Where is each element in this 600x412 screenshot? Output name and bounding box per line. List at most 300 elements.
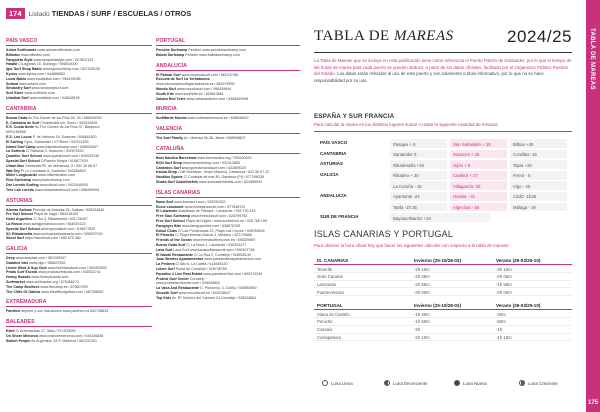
table-cell: Fuerteventura <box>317 289 344 295</box>
table-row <box>314 326 572 334</box>
tide-offset-cell: Bayona-Biarritz +10 <box>390 213 490 222</box>
directory-column-right <box>156 38 300 305</box>
directory-entry <box>156 296 300 301</box>
entry-detail: www.onshoremenorca.com / 644106836 <box>38 334 104 339</box>
table-cell: -1h 58m <box>496 282 512 288</box>
entry-detail: www.bannsurf.com / 928762322 <box>174 199 226 204</box>
entry-detail: deporte y con inclusiones www.pantheo.es 652738833 <box>21 309 109 314</box>
directory-entry <box>6 236 152 241</box>
region-block <box>156 38 300 58</box>
table-cell: -2h 05m <box>496 274 512 280</box>
directory-title: TIENDAS / SURF / ESCUELAS / OTROS <box>51 9 192 18</box>
tide-offset-cell: Vigo - 40 <box>510 181 567 190</box>
entry-name: Kyrios <box>6 71 18 76</box>
entry-name: Friends of the Ocean <box>156 238 192 243</box>
region-heading: VALENCIA <box>156 126 300 134</box>
entry-name: Surfmarket <box>6 280 25 285</box>
directory-entry <box>6 290 152 295</box>
tide-row <box>314 191 572 202</box>
entry-detail: Playa del Inglés / www.surfschool.es / 928 765 199 <box>185 218 267 223</box>
entry-detail: Lava Surf www.lavasurflanzarote.com / 690407768 <box>173 247 255 252</box>
tide-offset-cell: Cádiz -1h25 <box>510 192 567 201</box>
entry-detail: www.quanticrsurf.com / 645029135 <box>42 154 100 159</box>
entry-detail: C/Valdecilla s/n, Somo / 942510626 <box>40 120 98 125</box>
region-block <box>156 126 300 141</box>
tide-offset-cell: Santander 0 <box>390 150 447 159</box>
table-row <box>314 273 572 281</box>
entry-detail: www.urdaibai.com / 946635190 <box>29 95 80 100</box>
section-spain-divider <box>314 131 572 132</box>
legend-label: Luna Llena <box>331 380 353 386</box>
region-heading: MURCIA <box>156 106 300 114</box>
side-tab-label: TABLA DE MAREAS <box>589 28 595 90</box>
entry-detail: Pl Lo Conosado 6, Santoña / 942866522 <box>20 168 86 173</box>
table-header-row <box>314 301 572 310</box>
directory-entry <box>156 116 300 121</box>
spain-tide-table <box>314 138 572 223</box>
entry-name: Famguyer Bite <box>156 223 181 228</box>
region-block <box>6 319 152 343</box>
entry-name: La Rosca <box>6 221 22 226</box>
entry-name: Honey Boards <box>6 275 31 280</box>
entry-name: Pantheo <box>6 309 21 314</box>
tide-row <box>314 212 572 223</box>
region-heading: CATALUÑA <box>156 146 300 154</box>
entry-detail: www.escueladesurflayerbabuena.es / 664279939 <box>156 82 235 87</box>
entry-name: The Surf Family <box>156 136 183 141</box>
entry-detail: C/ Playa Manuel Garcia 3, Médano / 922176666 <box>175 233 253 238</box>
tide-offset-cell: Comillas -15 <box>510 150 567 159</box>
entry-name: Skool Surf <box>6 236 24 241</box>
entry-name: Miller Longboards <box>6 173 38 178</box>
entry-detail: www.dlsurf.com / 9422440093 <box>39 182 88 187</box>
entry-name: Dar Loredo Surfing <box>6 182 39 187</box>
entry-name: Nautilus Sports <box>156 175 183 180</box>
entry-name: Protest Surf Center <box>156 276 189 281</box>
entry-detail: https://skoolsurf.com / 685 675 382 <box>24 236 81 241</box>
entry-name: El Picacho <box>156 233 175 238</box>
tide-region: ASTURIAS <box>320 161 344 167</box>
entry-name: Shaka Surf Castelldefels <box>156 179 198 184</box>
entry-name: Surf Store <box>6 91 24 96</box>
intro-highlight: La Tabla de Mareas que se incluye en esta publicación tiene como referencia el Puerto Patrón de Santander, por lo que el tiempo de las horas de marea para cada puerto se pueden deducir, a partir de los datos oficiales, facilitado por el Organismo Público Puertos del Estado. <box>314 58 572 76</box>
entry-name: Wat Sey <box>6 168 20 173</box>
legend-item <box>454 380 487 386</box>
entry-name: Eskit <box>6 329 15 334</box>
entry-name: Arima Surfboards <box>6 48 37 52</box>
entry-name: Smooth Surf <box>156 290 178 295</box>
entry-detail: www.paradise2live.com / 690370239 <box>203 271 263 276</box>
table-cell: -1h 50m <box>414 319 430 325</box>
table-row <box>314 288 572 296</box>
tide-row <box>314 202 572 213</box>
tide-row <box>314 170 572 181</box>
directory-column-left <box>6 38 152 349</box>
entry-detail: Acantilado de Famara - Lanzarote / 928 730 433 <box>178 209 256 214</box>
entry-name: Kahua Shop <box>156 170 177 175</box>
table-cell: -2h 00m <box>496 289 512 295</box>
entry-name: Paradise 2 Live Real Estate <box>156 271 203 276</box>
table-cell: Peniche <box>317 319 333 325</box>
table-cell: Viana do Castelo <box>317 311 350 317</box>
entry-name: Zahara Red Torre <box>156 96 186 101</box>
tide-offset-cell: Bilbao +20 <box>510 139 567 148</box>
table-header-row <box>314 256 572 265</box>
entry-detail: www.smoothsurf.es / 603228627 <box>178 290 231 295</box>
section-spain-title: ESPAÑA Y SUR FRANCIA <box>314 113 395 120</box>
entry-detail: www.deeplab.com / 981250947 <box>15 256 66 261</box>
tide-row <box>314 180 572 191</box>
entry-name: Kahul Clubs <box>156 228 177 233</box>
entry-detail: Av Río Gamer de los Ríos 48, 39 / 686534034 <box>27 115 102 120</box>
entry-detail: Av Argentina, 45 P. Mallorca / 661331261 <box>31 338 97 343</box>
table-cell: -2h 10m <box>414 335 430 341</box>
entry-detail: Peniche www.penichesurfcamp.com <box>188 48 247 52</box>
entry-detail: www.surfmardemurcia.es / 648846302 <box>187 116 249 121</box>
entry-detail: www.millerdivision.com <box>38 173 76 178</box>
entry-name: Switch People <box>6 338 31 343</box>
table-cell: -1h <box>496 327 503 333</box>
table-header-cell: IS. CANARIAS <box>317 258 349 263</box>
table-row <box>314 318 572 326</box>
legend-item <box>384 380 427 386</box>
tide-offset-cell: Algeciras - 55 <box>450 203 507 212</box>
table-cell: -1h 10m <box>496 335 512 341</box>
entry-name: El Nanali Restaurante <box>156 252 193 257</box>
entry-detail: www.famguyerbite.com / 638678765 <box>181 223 241 228</box>
entry-name: Igor Surf Shop Bakio <box>6 67 42 72</box>
waning-moon-icon <box>384 380 390 386</box>
entry-name: Sindustry Surf <box>6 86 31 91</box>
table-header-cell: Verano (29-03/25-10) <box>496 303 541 309</box>
entry-detail: C. Plancena, 3, Cotillo / 928550690 <box>200 286 257 291</box>
region-heading: EXTREMADURA <box>6 299 152 307</box>
tide-offset-cell: Ferrol - 5 <box>510 171 567 180</box>
table-cell: -50m <box>496 319 506 325</box>
table-cell: -2h 10m <box>414 266 430 272</box>
entry-detail: www.kyrios.com / 944586663 <box>18 71 65 76</box>
directory-entry <box>156 180 300 185</box>
legend-label: Luna Decreciente <box>393 380 428 386</box>
entry-name: Gaddies Vals <box>6 260 29 265</box>
entry-name: Soland <box>6 81 18 86</box>
page-number-right: 175 <box>586 393 600 412</box>
tide-offset-cell: Villagarcía -30 <box>450 181 507 190</box>
tide-offset-cell: Suances + 25 <box>450 150 507 159</box>
entry-name: Peniche Surfcamp <box>156 48 188 52</box>
region-block <box>6 299 152 314</box>
moon-legend <box>314 380 572 390</box>
legend-label: Luna Creciente <box>528 380 558 386</box>
entry-name: E.S. Costa Norte <box>6 125 35 130</box>
entry-detail: Corralejo <box>189 276 205 281</box>
entry-detail: C/ La Rua 2, Corralejo / 928535149 <box>193 252 251 257</box>
tide-region: ANDALUCÍA <box>320 192 347 198</box>
title-divider <box>314 52 572 53</box>
entry-detail: C/ La Nova 1, Lanzarote / 616303477 <box>186 242 247 247</box>
entry-detail: Punta de Corralejo / 928745765 <box>175 266 227 271</box>
entry-name: Urban Box <box>6 163 25 168</box>
page-title <box>314 27 572 51</box>
entry-detail: Peniche www.balealsurfcamp.com <box>185 52 240 57</box>
region-heading: ISLAS CANARIAS <box>156 190 300 198</box>
directory-entry <box>156 136 300 141</box>
title-part-1: TABLA DE <box>314 28 394 44</box>
entry-name: SC Ribadesella <box>6 231 32 236</box>
entry-name: Tree Lab Loredo <box>6 187 34 192</box>
tide-region: CANTABRIA <box>320 150 347 156</box>
region-block <box>6 246 152 294</box>
table-cell: -1h 40m <box>414 311 430 317</box>
region-heading: GALICIA <box>6 246 152 254</box>
side-tab <box>586 0 600 393</box>
entry-name: Baleal Surfcamp <box>156 52 185 57</box>
entry-detail: www.southkite.es / 625610661 <box>174 91 224 96</box>
entry-detail: Oyez, Santander / 1776mm / 942211525 <box>23 139 89 144</box>
directory-entry <box>6 96 152 101</box>
entry-name: Buena Onda <box>6 115 28 120</box>
table-cell: -2h 10m <box>496 266 512 272</box>
entry-detail: www.zaharaedtorre.com / 6356499998 <box>186 96 249 101</box>
title-year: 2024/25 <box>507 27 572 46</box>
region-block <box>156 63 300 102</box>
region-heading: CANTABRIA <box>6 106 152 114</box>
listado-label: Listado <box>28 11 50 18</box>
entry-name: Urdaibai Surf <box>6 95 29 100</box>
entry-detail: www.thecamp.es / 679607997 <box>40 284 89 289</box>
entry-detail: www.localbakio.com / 946193035 <box>27 76 81 81</box>
table-cell: -2h 05m <box>414 274 430 280</box>
region-block <box>6 38 152 101</box>
tide-row <box>314 138 572 149</box>
entry-name: Linelo Wind & Sup Club <box>6 265 47 270</box>
entry-name: Bann Surf <box>156 199 174 204</box>
legend-item <box>519 380 558 386</box>
table-header-cell: Verano (29-03/25-10) <box>496 258 541 263</box>
entry-detail: C/Ramón Megía / 616677629 <box>40 158 88 163</box>
title-part-2: MAREAS <box>393 28 454 44</box>
region-heading: PORTUGAL <box>156 38 300 46</box>
tide-offset-cell: San Sebastián + 15 <box>450 139 507 148</box>
entry-name: The Camp Brothers <box>6 284 40 289</box>
region-block <box>156 190 300 301</box>
entry-detail: www.linelowindsurf.com / 983493002 <box>47 265 107 270</box>
tide-offset-cell: Gijón + 5 <box>450 160 507 169</box>
entry-name: On Shore Menorca <box>6 334 38 339</box>
entry-name: Escuela de Surf La Yerbabuena <box>156 77 210 82</box>
entry-name: Fangoleta Style <box>6 57 33 62</box>
entry-name: Mundo Surf <box>156 86 176 91</box>
entry-name: Buena Onda Surf <box>156 242 186 247</box>
table-cell: -3h 00m <box>414 289 430 295</box>
entry-name: Fre Surf School <box>6 212 33 217</box>
entry-detail: www.picasurfcamp.com <box>31 178 70 183</box>
entry-name: Island Surf Camp <box>6 144 36 149</box>
entry-name: BCN Surf Shop <box>156 160 182 165</box>
entry-name: E.S. Los Locos <box>6 134 32 139</box>
entry-name: Free Surf School <box>156 218 185 223</box>
tide-region: SUR DE FRANCIA <box>320 214 359 220</box>
entry-detail: C/de Muntaner, Seare Masnou, Catalunya / 622 56 07 22 <box>177 170 270 175</box>
region-heading: ASTURIAS <box>6 198 152 206</box>
table-cell: Lanzarote <box>317 282 337 288</box>
region-block <box>6 106 152 193</box>
page-number-left: 174 <box>6 8 25 19</box>
entry-name: Juan Benitez Apartamentos <box>156 257 204 262</box>
entry-detail: www.ecolelanzarote.com / 677548722 <box>184 204 246 209</box>
entry-detail: www.oldsantandersurf.com / 698459904 <box>34 187 100 192</box>
entry-name: Bam Nautica Barcelona <box>156 155 197 160</box>
entry-detail: Av. Rº Señorío del Carmen 24 Corralejo / 928518651 <box>171 295 257 300</box>
entry-name: Special Surf School <box>6 158 40 163</box>
entry-name: La Surferia <box>6 149 25 154</box>
entry-name: SurfMarde Murcia <box>156 116 187 121</box>
entry-detail: P. de Valmont 16, Suances / 606841820 <box>32 134 97 139</box>
section-canarias-title: ISLAS CANARIAS Y PORTUGAL <box>314 229 454 239</box>
table-header-cell: Invierno (25-10/28-03) <box>414 303 461 309</box>
entry-detail: www.vigo / 986627532 <box>29 260 66 265</box>
section-spain-subtitle: Para calcular la marea en los distintos lugares sumar o restar la siguiente cantidad de minutos: <box>314 122 499 127</box>
entry-detail: C/ Las Ponderosas 12, Playa Las Cruces / 928765534 <box>177 228 265 233</box>
entry-name: Deep <box>6 256 15 261</box>
table-cell: Carrapateira <box>317 335 341 341</box>
entry-detail: www.surfcastelldefels.com / 622889593 <box>198 179 263 184</box>
directory-entry <box>6 339 152 344</box>
directory-entry <box>156 53 300 58</box>
entry-detail: www.surfstore.com <box>24 91 55 96</box>
table-cell: Gran Canaria <box>317 274 343 280</box>
entry-name: E. Cántabra de Surf <box>6 120 40 125</box>
entry-detail: C/ Alto 6, La Caleta / 614645120 <box>175 262 228 267</box>
region-block <box>156 146 300 185</box>
entry-detail: www.soland.com <box>18 81 46 86</box>
table-cell: Tenerife <box>317 266 333 272</box>
entry-detail: C/Lagunas 15, Durango / 946810000 <box>18 62 78 67</box>
entry-detail: www.thecliffsofgalicia.com / 687256507 <box>41 289 104 294</box>
entry-name: La Pedrera <box>156 262 175 267</box>
entry-detail: www.protestsurfcenter.com / 928545892 <box>156 281 221 286</box>
entry-detail: www.igorsurfshop.com / 627035135 <box>42 67 100 72</box>
new-moon-icon <box>454 380 460 386</box>
entry-name: El Palmar Surf <box>156 72 181 77</box>
table-header-cell: PORTUGAL <box>317 303 343 309</box>
table-cell: -2h 55m <box>414 282 430 288</box>
entry-name: Leben Surf <box>156 266 175 271</box>
entry-name: Top Kids <box>156 295 172 300</box>
entry-name: The Cliffs Of Galicia <box>6 289 41 294</box>
entry-name: Lava Surf <box>156 247 173 252</box>
entry-name: Cardedeu Surf <box>156 165 181 170</box>
entry-detail: Santander/Pl. de Numancia, 5 / 942 26 66 67 <box>25 163 98 168</box>
entry-detail: Av. Libertad 36-38, Jávea / 698908607 <box>183 136 246 141</box>
entry-detail: www.arimasurfboards.com <box>37 48 80 52</box>
entry-detail: www.honeyboards.com <box>31 275 69 280</box>
entry-detail: 6991165966 <box>6 130 26 135</box>
entry-detail: C/ Artemisubas 27, Ibiza / 971303099 <box>15 329 76 334</box>
directory-entry <box>6 309 152 314</box>
tide-row <box>314 149 572 160</box>
section-canarias-subtitle: Para obtener la hora oficial hay que hacer los siguientes cálculos con respecto a la tabla de mareas: <box>314 243 510 248</box>
entry-detail: C/ Sol 3, Ribadesella / 631728407 <box>33 217 88 222</box>
entry-name: Bilbotez <box>6 52 20 57</box>
tide-offset-cell: Málaga - 19 <box>510 203 567 212</box>
entry-name: Pica Surfcamp <box>6 178 31 183</box>
tide-offset-cell: Pasajes + 5 <box>390 139 447 148</box>
legend-item <box>322 380 353 386</box>
entry-detail: www.friendsoftheocean.es / 695309697 <box>192 238 256 243</box>
tide-offset-cell: Tapia +20 <box>510 160 567 169</box>
intro-paragraph <box>314 58 572 84</box>
right-page <box>300 0 600 412</box>
table-row <box>314 310 572 318</box>
entry-name: Special Surf School <box>6 226 40 231</box>
entry-detail: www.pradosurfescola.com / 638432741 <box>37 270 101 275</box>
table-header-cell: Invierno (25-10/28-03) <box>414 258 461 263</box>
entry-detail: C/ Consolat de mar 80, Gandesa (Pt) / 977266338 <box>183 175 264 180</box>
entry-detail: www.surfcampribadesella.com / 635927029 <box>32 231 103 236</box>
canarias-portugal-table <box>314 256 572 341</box>
entry-detail: C/ Rabanal 3, Suances / 942975322 <box>25 149 84 154</box>
entry-detail: www.islandsurfcamp.com / 646000067 <box>36 144 99 149</box>
directory-entry <box>156 97 300 102</box>
entry-name: El Surfing <box>6 139 23 144</box>
entry-name: Free Soul Surfcamp <box>156 214 190 219</box>
tide-offset-cell: Ayamonte -24 <box>390 192 447 201</box>
tide-offset-cell: La Coruña - 15 <box>390 181 447 190</box>
entry-detail: www.fangoletastyle.com / 627622123 <box>33 57 94 62</box>
region-heading: PAÍS VASCO <box>6 38 152 46</box>
entry-name: Hotel Arguelles <box>6 217 33 222</box>
table-row <box>314 334 572 342</box>
tide-offset-cell: Huelva - 31 <box>450 192 507 201</box>
tide-offset-cell: Ribadesella +15 <box>390 160 447 169</box>
entry-detail: www.bcnsurfshop.com / 932412883 <box>182 160 240 165</box>
entry-name: El Lanzarote <box>156 209 178 214</box>
region-heading: ANDALUCÍA <box>156 63 300 71</box>
entry-detail: www.bilbotez.com <box>20 52 50 57</box>
region-block <box>6 198 152 242</box>
entry-detail: Av Fco Gómez de los Ríos 37, Barquera <box>34 125 100 130</box>
table-row <box>314 265 572 273</box>
entry-detail: www.elpalmarsurf.com / 661247461 <box>181 72 239 77</box>
table-cell: Cascais <box>317 327 333 333</box>
table-row <box>314 281 572 289</box>
region-heading: BALEARES <box>6 319 152 327</box>
legend-label: Luna Nueva <box>463 380 487 386</box>
tide-region: PAÍS VASCO <box>320 140 348 145</box>
entry-detail: www.sindustrysurf.com <box>31 86 69 91</box>
tide-offset-cell: Cedeira + 27 <box>450 171 507 180</box>
entry-name: Hawaii <box>6 62 18 67</box>
left-page-header <box>6 9 191 21</box>
intro-disclaimer: Los datos están referidos al uso de este puerto y son solamente a título informativo, por lo que no se hace responsabilidad por su uso. <box>314 71 544 83</box>
entry-detail: www.freesoulsurf.com / 628799752 <box>190 214 248 219</box>
entry-detail: www.bamnautica.org / 933200492 <box>197 155 252 160</box>
directory-entry <box>6 188 152 193</box>
entry-name: Prado Surf Escola <box>6 270 37 275</box>
tide-region: GALICIA <box>320 171 339 177</box>
entry-detail: www.specialsurf.com / 616677629 <box>40 226 96 231</box>
entry-name: Quanticr Surf School <box>6 154 42 159</box>
entry-detail: www.surfgijonlarosca.com / 664520123 <box>22 221 86 226</box>
entry-name: Local Bakio <box>6 76 27 81</box>
entry-detail: www.gonnacharddsurf.com / 622659320 <box>181 165 247 170</box>
entry-detail: www.juanbenitezapartamentos.com <box>204 257 261 262</box>
table-cell: -40m <box>496 311 506 317</box>
entry-name: La Vaca And Restaurante <box>156 286 200 291</box>
region-block <box>156 106 300 121</box>
entry-detail: www.surfmarket.org / 679466274 <box>25 280 79 285</box>
